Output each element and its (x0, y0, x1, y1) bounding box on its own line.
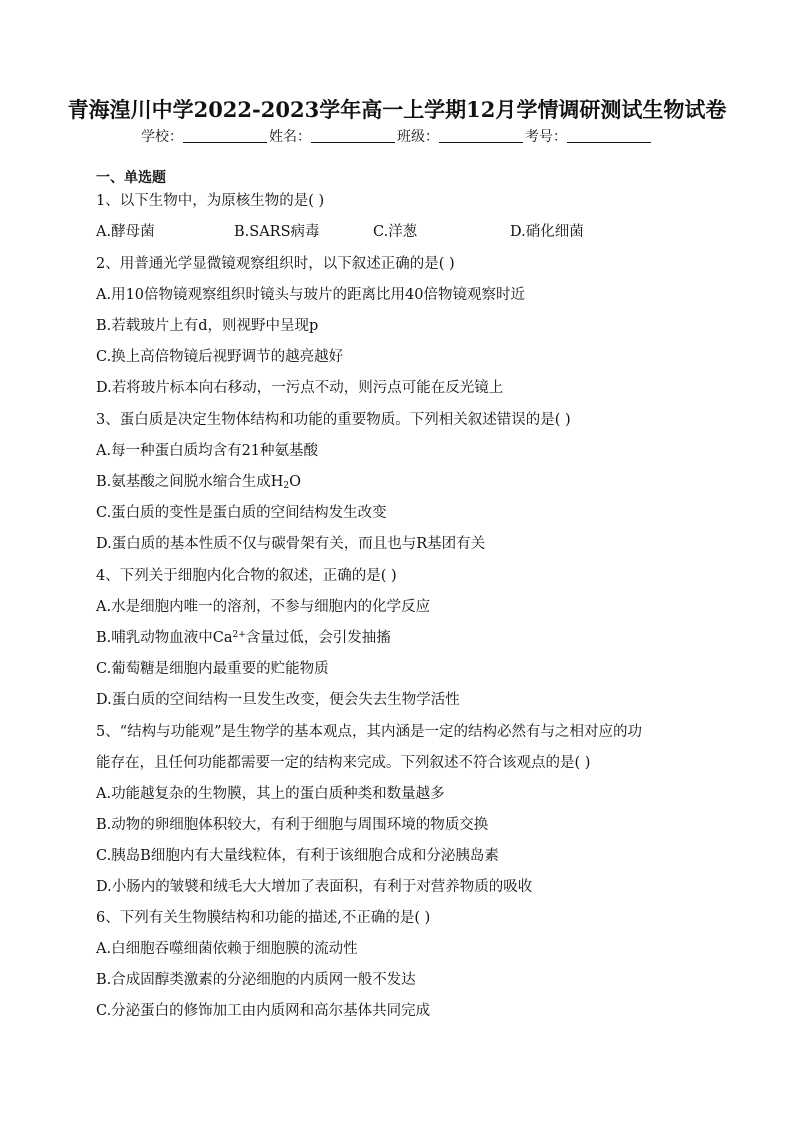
question-5-stem-line-2: 能存在，且任何功能都需要一定的结构来完成。下列叙述不符合该观点的是( ) (96, 755, 591, 771)
question-1-stem: 1、以下生物中，为原核生物的是( ) (96, 193, 325, 209)
question-6-stem: 6、下列有关生物膜结构和功能的描述,不正确的是( ) (96, 910, 431, 926)
q3-option-b (96, 470, 301, 491)
class-blank[interactable] (439, 128, 523, 143)
h2o-subscript: 2 (283, 481, 290, 491)
student-info-line (0, 126, 794, 146)
h2o-tail: O (289, 474, 302, 490)
q3-option-b-text: B.氨基酸之间脱水缩合生成H (96, 474, 284, 490)
q4-option-b-text: B.哺乳动物血液中Ca (96, 630, 233, 646)
page-title: 青海湟川中学2022-2023学年高一上学期12月学情调研测试生物试卷 (67, 97, 727, 122)
q2-option-c: C.换上高倍物镜后视野调节的越亮越好 (96, 349, 344, 365)
q5-option-d: D.小肠内的皱襞和绒毛大大增加了表面积，有利于对营养物质的吸收 (96, 879, 533, 895)
q6-option-c: C.分泌蛋白的修饰加工由内质网和高尔基体共同完成 (96, 1003, 431, 1019)
q3-option-d: D.蛋白质的基本性质不仅与碳骨架有关，而且也与R基团有关 (96, 536, 486, 552)
q2-option-d: D.若将玻片标本向右移动，一污点不动，则污点可能在反光镜上 (96, 380, 504, 396)
q5-option-b: B.动物的卵细胞体积较大，有利于细胞与周围环境的物质交换 (96, 817, 489, 833)
q4-option-c: C.葡萄糖是细胞内最重要的贮能物质 (96, 661, 329, 677)
q1-option-c: C.洋葱 (373, 224, 418, 240)
name-label: 姓名： (269, 129, 311, 145)
q5-option-a: A.功能越复杂的生物膜，其上的蛋白质种类和数量越多 (96, 786, 445, 802)
q4-option-b (96, 626, 391, 647)
question-4-stem: 4、下列关于细胞内化合物的叙述，正确的是( ) (96, 568, 397, 584)
school-blank[interactable] (183, 128, 267, 143)
section-title: 一、单选题 (96, 170, 166, 186)
exam-number-blank[interactable] (567, 128, 651, 143)
exam-number-label: 考号： (525, 129, 567, 145)
q1-option-b: B.SARS病毒 (234, 224, 320, 240)
school-label: 学校： (141, 129, 183, 145)
q3-option-c: C.蛋白质的变性是蛋白质的空间结构发生改变 (96, 505, 387, 521)
q2-option-b: B.若载玻片上有d，则视野中呈现p (96, 318, 319, 334)
q2-option-a: A.用10倍物镜观察组织时镜头与玻片的距离比用40倍物镜观察时近 (96, 287, 525, 303)
q4-option-d: D.蛋白质的空间结构一旦发生改变，便会失去生物学活性 (96, 692, 460, 708)
question-2-stem: 2、用普通光学显微镜观察组织时，以下叙述正确的是( ) (96, 256, 455, 272)
q6-option-b: B.合成固醇类激素的分泌细胞的内质网一般不发达 (96, 972, 416, 988)
q1-option-d: D.硝化细菌 (510, 224, 584, 240)
q5-option-c: C.胰岛B细胞内有大量线粒体，有利于该细胞合成和分泌胰岛素 (96, 848, 499, 864)
q4-option-a: A.水是细胞内唯一的溶剂，不参与细胞内的化学反应 (96, 599, 431, 615)
name-blank[interactable] (311, 128, 395, 143)
class-label: 班级： (397, 129, 439, 145)
question-3-stem: 3、蛋白质是决定生物体结构和功能的重要物质。下列相关叙述错误的是( ) (96, 412, 571, 428)
q4-option-b-tail: 含量过低，会引发抽搐 (245, 630, 391, 646)
question-5-stem-line-1: 5、“结构与功能观”是生物学的基本观点，其内涵是一定的结构必然有与之相对应的功 (96, 724, 643, 740)
q1-option-a: A.酵母菌 (96, 224, 155, 240)
calcium-superscript: 2+ (232, 630, 246, 640)
q6-option-a: A.白细胞吞噬细菌依赖于细胞膜的流动性 (96, 941, 358, 957)
q3-option-a: A.每一种蛋白质均含有21种氨基酸 (96, 443, 319, 459)
